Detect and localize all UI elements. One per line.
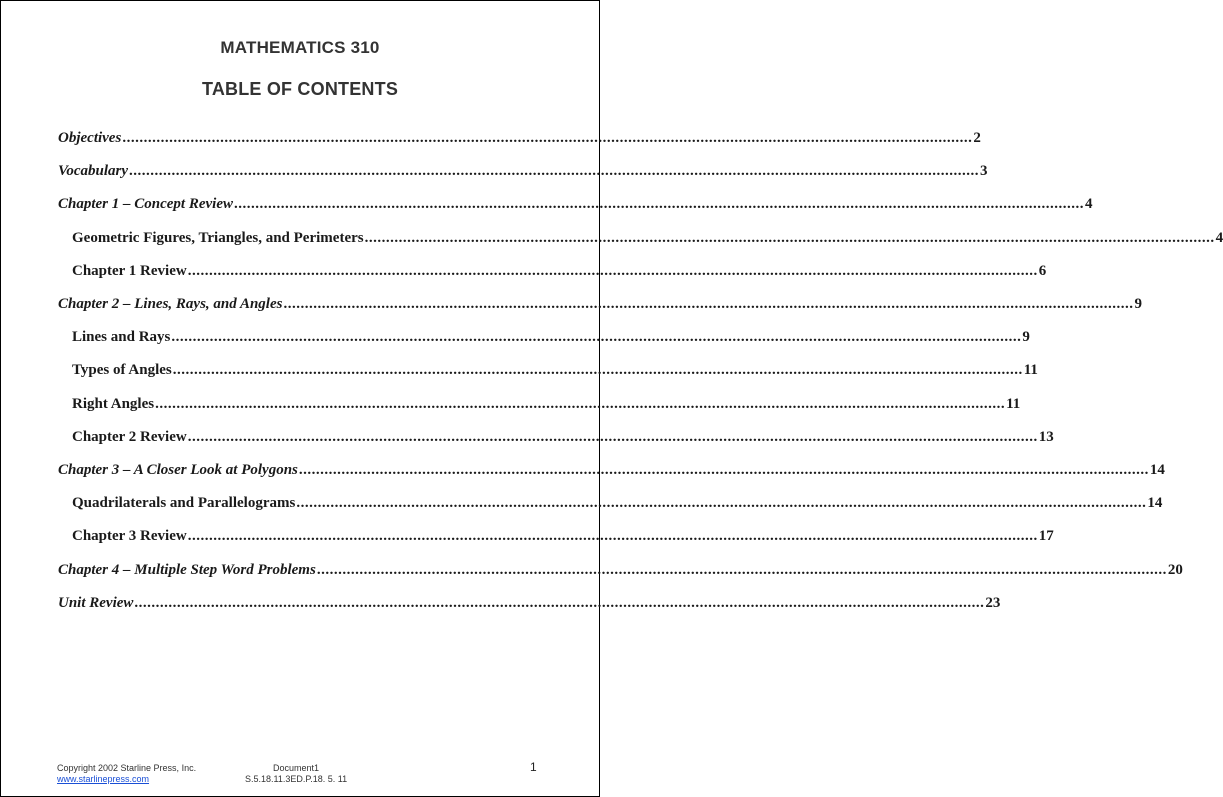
toc-entry-unit-review[interactable] — [58, 594, 1001, 612]
toc-entry-page: 23 — [985, 594, 1001, 611]
toc-entry-label: Unit Review — [58, 594, 134, 611]
toc-entry-geometric-figures[interactable] — [72, 229, 1223, 247]
toc-entry-page: 13 — [1038, 428, 1054, 445]
toc-entry-label: Chapter 2 – Lines, Rays, and Angles — [58, 296, 283, 312]
toc-entry-page: 11 — [1006, 395, 1021, 412]
dot-leader: ........................................................................................................................................................................................................ — [172, 362, 1023, 379]
toc-entry-page: 9 — [1022, 329, 1030, 346]
toc-entry-chapter-3[interactable] — [58, 462, 1165, 479]
page-number: 1 — [530, 760, 537, 774]
toc-entry-page: 11 — [1023, 362, 1038, 379]
toc-entry-label: Objectives — [58, 130, 122, 146]
dot-leader: ........................................................................................................................................................................................................ — [129, 163, 980, 180]
dot-leader: ........................................................................................................................................................................................................ — [187, 262, 1038, 279]
toc-entry-vocabulary[interactable] — [58, 163, 988, 180]
footer-left — [57, 763, 196, 785]
toc-entry-chapter-2-review[interactable] — [72, 428, 1054, 446]
toc-entry-chapter-1[interactable] — [58, 196, 1093, 213]
copyright-text: Copyright 2002 Starline Press, Inc. — [57, 763, 197, 773]
toc-entry-page: 9 — [1134, 296, 1142, 312]
toc-entry-label: Chapter 1 Review — [72, 262, 187, 279]
dot-leader: ........................................................................................................................................................................................................ — [155, 395, 1006, 412]
website-link[interactable]: www.starlinepress.com — [57, 774, 150, 784]
toc-entry-label: Quadrilaterals and Parallelograms — [72, 495, 296, 512]
toc-entry-label: Geometric Figures, Triangles, and Perimeters — [72, 229, 364, 246]
toc-entry-page: 14 — [1149, 462, 1165, 478]
toc-entry-page: 6 — [1038, 262, 1047, 279]
dot-leader: ........................................................................................................................................................................................................ — [316, 561, 1167, 578]
toc-entry-label: Types of Angles — [72, 362, 172, 379]
toc-entry-label: Chapter 3 – A Closer Look at Polygons — [58, 462, 298, 478]
course-title: MATHEMATICS 310 — [220, 38, 380, 57]
toc-entry-label: Lines and Rays — [72, 329, 171, 346]
toc-entry-label: Chapter 4 – Multiple Step Word Problems — [58, 561, 316, 578]
toc-entry-chapter-1-review[interactable] — [72, 262, 1047, 280]
toc-entry-chapter-2[interactable] — [58, 296, 1142, 313]
toc-entry-page: 17 — [1038, 528, 1054, 545]
dot-leader: ........................................................................................................................................................................................................ — [122, 130, 973, 146]
toc-entry-label: Chapter 1 – Concept Review — [58, 196, 233, 213]
dot-leader: ........................................................................................................................................................................................................ — [171, 329, 1022, 346]
toc-entry-label: Chapter 3 Review — [72, 528, 187, 545]
toc-entry-label: Right Angles — [72, 395, 155, 412]
toc-entry-page: 4 — [1215, 229, 1223, 246]
toc-entry-chapter-3-review[interactable] — [72, 528, 1054, 545]
dot-leader: ........................................................................................................................................................................................................ — [364, 229, 1215, 246]
footer-center — [245, 763, 347, 785]
toc-entry-label: Chapter 2 Review — [72, 428, 187, 445]
document-code: S.5.18.11.3ED.P.18. 5. 11 — [245, 774, 348, 784]
document-name: Document1 — [273, 763, 320, 773]
dot-leader: ........................................................................................................................................................................................................ — [296, 495, 1147, 512]
toc-entry-right-angles[interactable] — [72, 395, 1021, 413]
dot-leader: ........................................................................................................................................................................................................ — [187, 528, 1038, 545]
toc-entry-page: 4 — [1085, 196, 1093, 213]
toc-entry-lines-and-rays[interactable] — [72, 329, 1030, 346]
toc-entry-label: Vocabulary — [58, 163, 129, 180]
toc-entry-objectives[interactable] — [58, 130, 981, 147]
toc-title: TABLE OF CONTENTS — [201, 79, 399, 99]
dot-leader: ........................................................................................................................................................................................................ — [187, 428, 1038, 445]
toc-entry-page: 14 — [1147, 495, 1163, 512]
dot-leader: ........................................................................................................................................................................................................ — [234, 196, 1084, 213]
toc-entry-chapter-4[interactable] — [58, 561, 1183, 579]
dot-leader: ........................................................................................................................................................................................................ — [283, 296, 1134, 312]
dot-leader: ........................................................................................................................................................................................................ — [134, 594, 985, 611]
dot-leader: ........................................................................................................................................................................................................ — [298, 462, 1149, 478]
toc-entry-page: 20 — [1167, 561, 1183, 578]
toc-entry-page: 2 — [973, 130, 981, 146]
toc-entry-page: 3 — [980, 163, 988, 180]
toc-entry-quadrilaterals[interactable] — [72, 495, 1163, 512]
toc-entry-types-of-angles[interactable] — [72, 362, 1038, 379]
